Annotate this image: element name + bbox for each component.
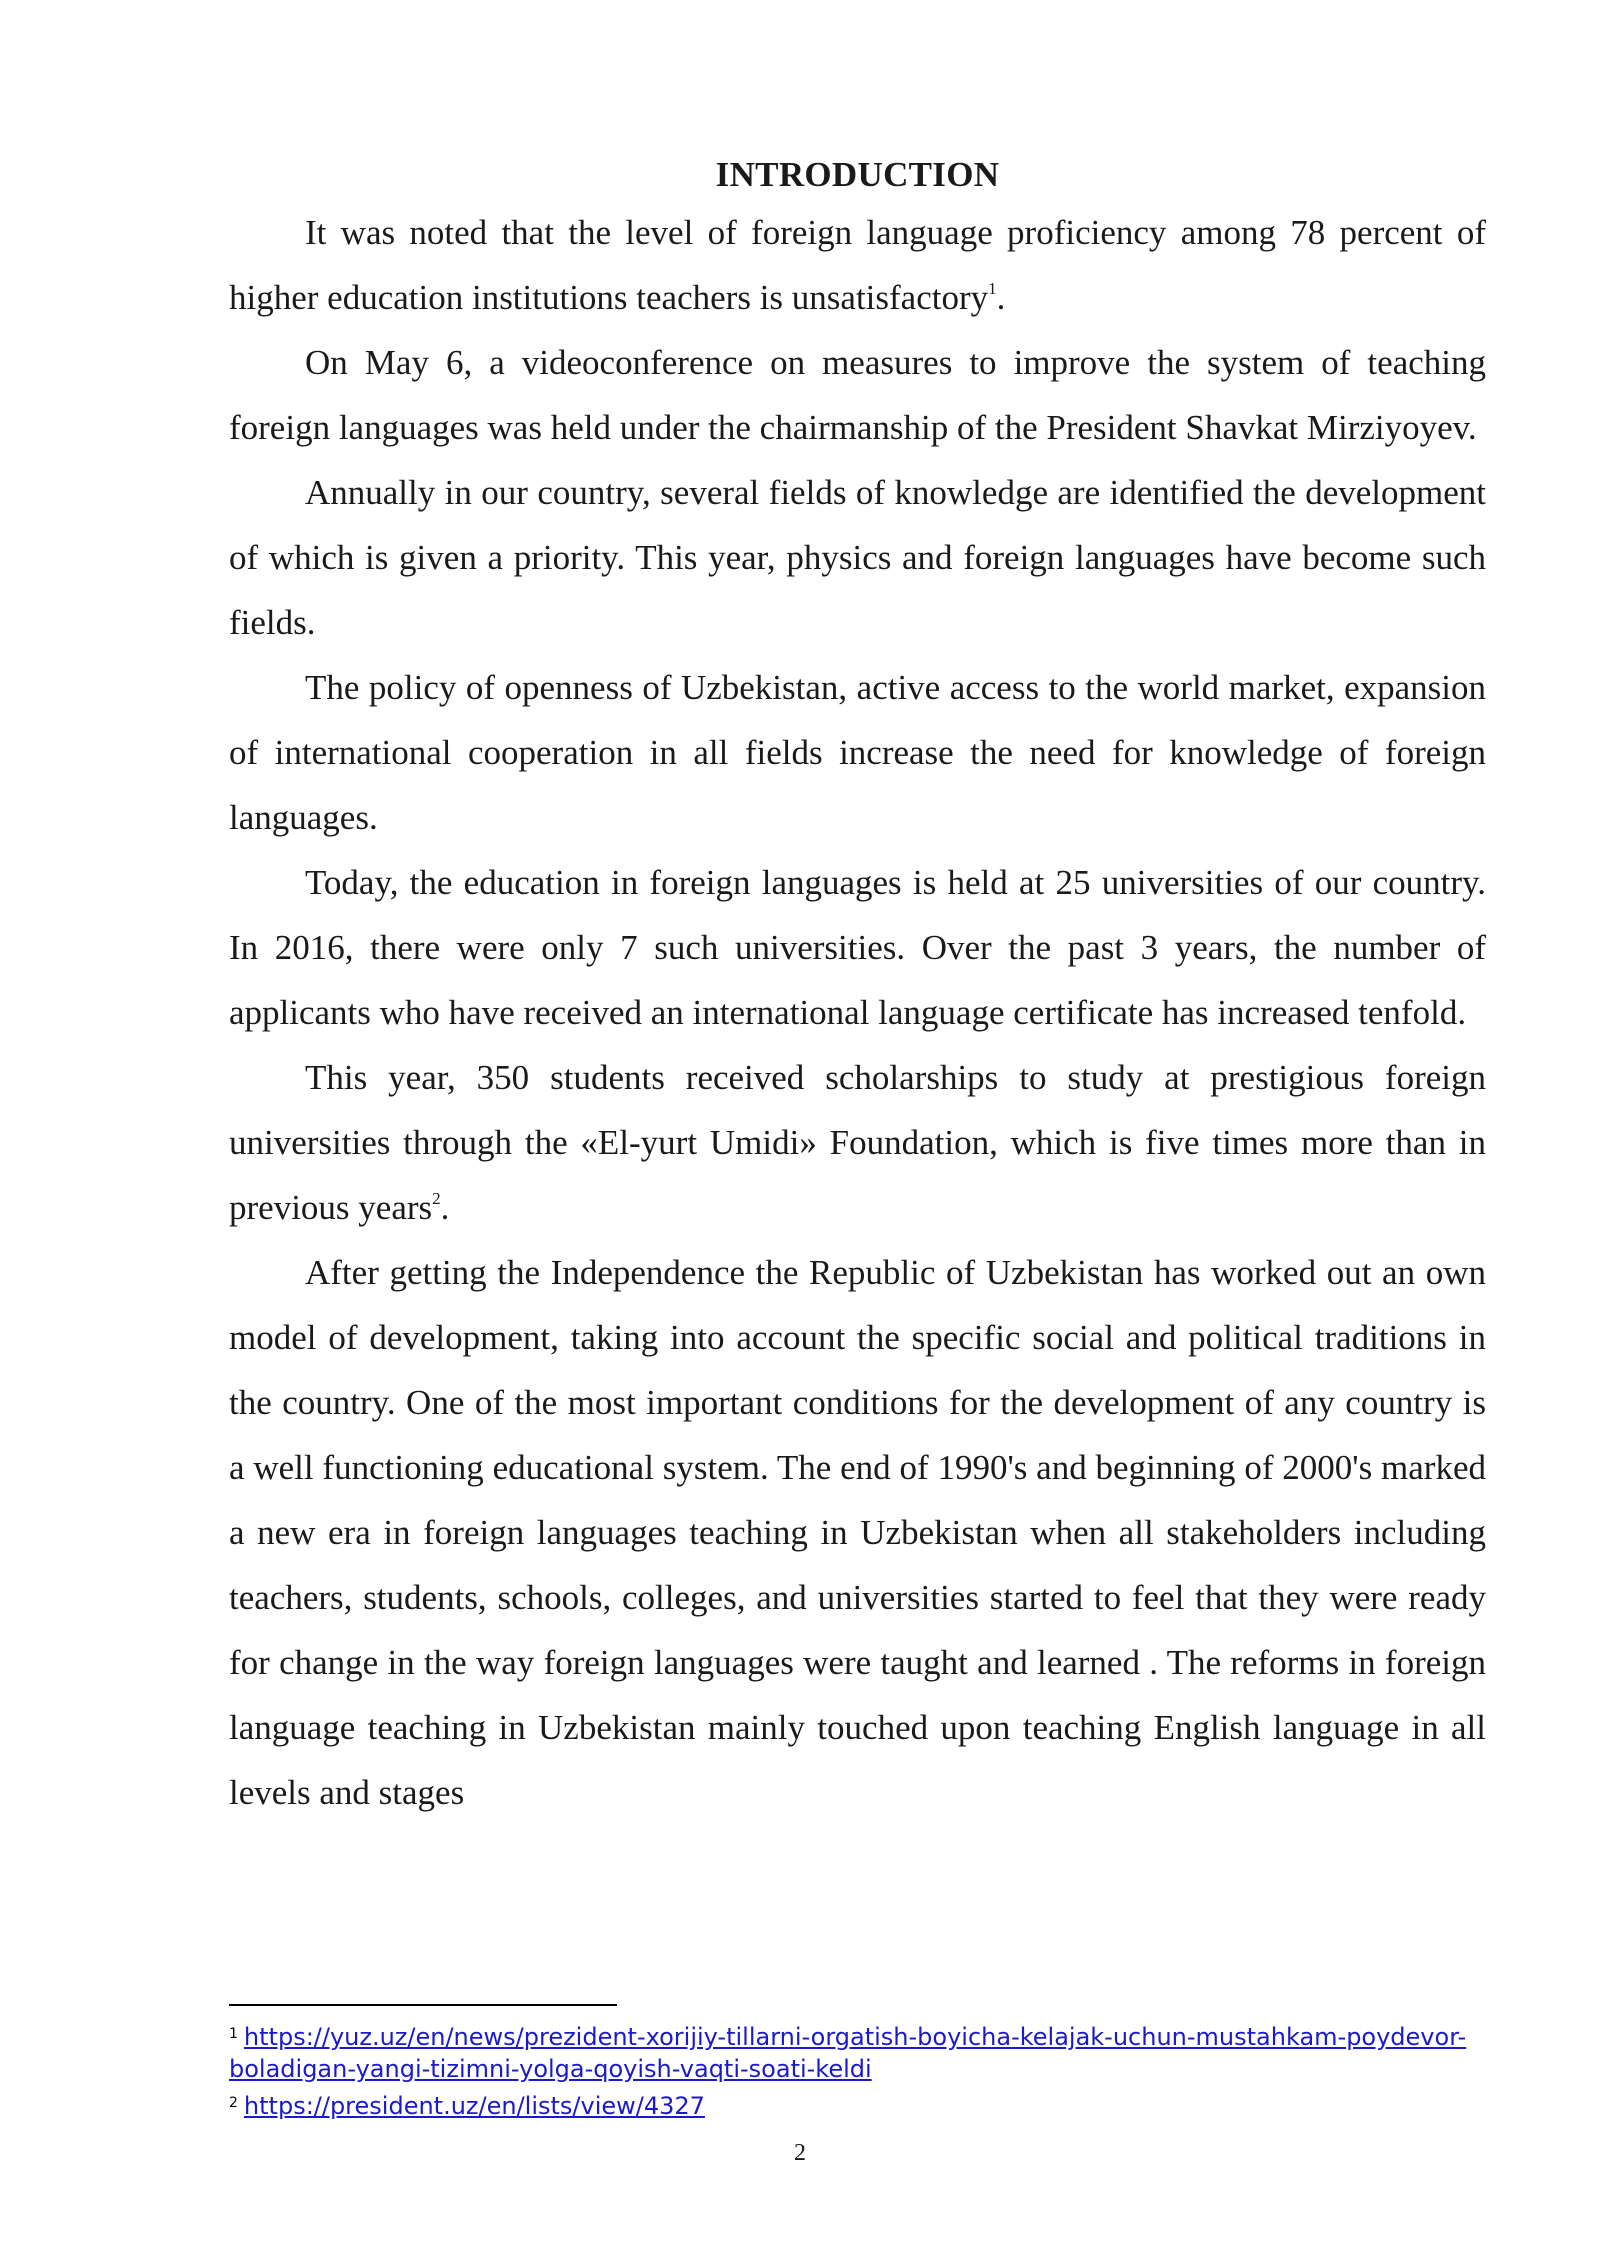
footnote-separator bbox=[229, 2004, 617, 2006]
footnote-2 bbox=[229, 2085, 1486, 2122]
section-heading: INTRODUCTION bbox=[715, 155, 1000, 194]
footnote-2-link[interactable]: https://president.uz/en/lists/view/4327 bbox=[243, 2092, 705, 2120]
paragraph-1-text: It was noted that the level of foreign language proficiency among 78 percent of higher education institutions teachers is unsatisfactory bbox=[229, 213, 1486, 317]
paragraph-2: On May 6, a videoconference on measures to improve the system of teaching foreign languages was held under the chairmanship of the President Shavkat Mirziyoyev. bbox=[229, 343, 1486, 447]
footnote-1-number: 1 bbox=[229, 2026, 238, 2042]
footnote-2-number: 2 bbox=[229, 2095, 238, 2111]
paragraph-6 bbox=[229, 1045, 1486, 1240]
body-text bbox=[229, 200, 1486, 1825]
paragraph-6-tail: . bbox=[440, 1188, 450, 1227]
document-page bbox=[229, 150, 1486, 1825]
page-number: 2 bbox=[794, 2140, 806, 2166]
paragraph-4: The policy of openness of Uzbekistan, active access to the world market, expansion of international cooperation in all fields increase the need for knowledge of foreign languages. bbox=[229, 668, 1486, 837]
paragraph-3: Annually in our country, several fields of knowledge are identified the development of which is given a priority. This year, physics and foreign languages have become such fields. bbox=[229, 473, 1486, 642]
footnote-reference-2[interactable]: 2 bbox=[432, 1189, 441, 1209]
footnote-1-link[interactable]: https://yuz.uz/en/news/prezident-xorijiy-tillarni-orgatish-boyicha-kelajak-uchun-mustahkam-poydevor-boladigan-yangi-tizimni-yolga-qoyish-vaqti-soati-keldi bbox=[229, 2023, 1467, 2083]
footnote-reference-1[interactable]: 1 bbox=[988, 279, 997, 299]
footnote-1 bbox=[229, 2016, 1486, 2085]
paragraph-1 bbox=[229, 200, 1486, 330]
paragraph-7: After getting the Independence the Republic of Uzbekistan has worked out an own model of development, taking into account the specific social and political traditions in the country. One of the most important conditions for the development of any country is a well functioning educational system. The end of 1990's and beginning of 2000's marked a new era in foreign languages teaching in Uzbekistan when all stakeholders including teachers, students, schools, colleges, and universities started to feel that they were ready for change in the way foreign languages were taught and learned . The reforms in foreign language teaching in Uzbekistan mainly touched upon teaching English language in all levels and stages bbox=[229, 1253, 1486, 1812]
paragraph-6-text: This year, 350 students received scholarships to study at prestigious foreign universities through the «El-yurt Umidi» Foundation, which is five times more than in previous years bbox=[229, 1058, 1486, 1227]
footnotes bbox=[229, 2016, 1486, 2122]
paragraph-5: Today, the education in foreign languages is held at 25 universities of our country. In 2016, there were only 7 such universities. Over the past 3 years, the number of applicants who have received an international language certificate has increased tenfold. bbox=[229, 863, 1486, 1032]
paragraph-1-tail: . bbox=[996, 278, 1006, 317]
